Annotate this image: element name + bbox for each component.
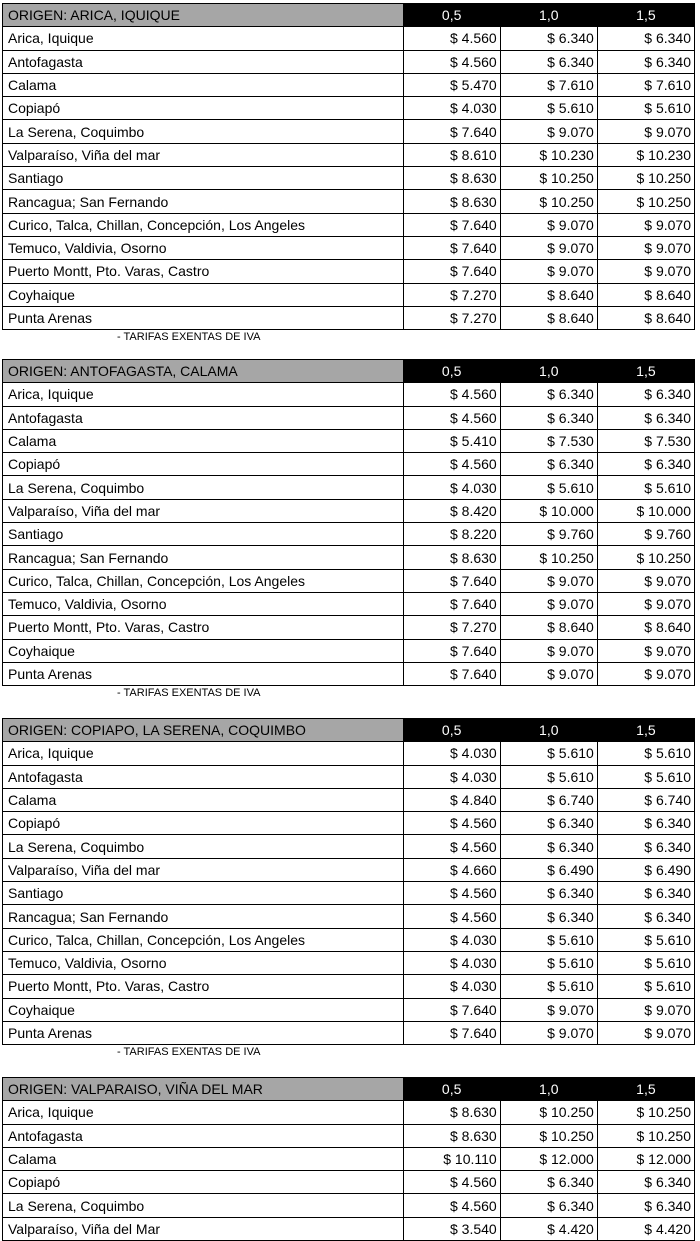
weight-header: 1,5: [597, 360, 694, 383]
destination-cell: Antofagasta: [3, 1124, 404, 1147]
weight-header: 1,0: [500, 4, 597, 27]
weight-header: 1,0: [500, 1078, 597, 1101]
destination-cell: Copiapó: [3, 1171, 404, 1194]
price-cell: $ 4.560: [403, 50, 500, 73]
price-cell: $ 7.640: [403, 213, 500, 236]
price-cell: $ 7.270: [403, 283, 500, 306]
price-cell: $ 5.610: [597, 928, 694, 951]
destination-cell: Rancagua; San Fernando: [3, 546, 404, 569]
table-row: [3, 569, 695, 592]
destination-cell: La Serena, Coquimbo: [3, 476, 404, 499]
tax-exempt-note: - TARIFAS EXENTAS DE IVA: [117, 687, 261, 700]
table-row: [3, 882, 695, 905]
table-header-row: [3, 719, 695, 742]
table-row: [3, 260, 695, 283]
destination-cell: Copiapó: [3, 453, 404, 476]
weight-header: 1,0: [500, 360, 597, 383]
destination-cell: Punta Arenas: [3, 662, 404, 685]
table-row: [3, 27, 695, 50]
price-cell: $ 6.340: [500, 1171, 597, 1194]
destination-cell: La Serena, Coquimbo: [3, 1194, 404, 1217]
destination-cell: Temuco, Valdivia, Osorno: [3, 951, 404, 974]
price-cell: $ 10.250: [500, 1101, 597, 1124]
table-row: [3, 429, 695, 452]
price-cell: $ 9.070: [500, 260, 597, 283]
table-row: [3, 592, 695, 615]
table-row: [3, 858, 695, 881]
price-cell: $ 4.560: [403, 453, 500, 476]
price-cell: $ 5.610: [500, 765, 597, 788]
price-cell: $ 4.560: [403, 383, 500, 406]
table-row: [3, 765, 695, 788]
destination-cell: Temuco, Valdivia, Osorno: [3, 236, 404, 259]
price-cell: $ 7.640: [403, 662, 500, 685]
price-cell: $ 9.070: [597, 569, 694, 592]
table-row: [3, 383, 695, 406]
price-cell: $ 10.000: [500, 499, 597, 522]
price-cell: $ 8.610: [403, 143, 500, 166]
price-cell: $ 8.630: [403, 1101, 500, 1124]
price-cell: $ 6.740: [500, 788, 597, 811]
price-cell: $ 8.640: [500, 616, 597, 639]
price-cell: $ 4.420: [597, 1217, 694, 1240]
table-row: [3, 1101, 695, 1124]
price-cell: $ 5.410: [403, 429, 500, 452]
price-cell: $ 6.340: [597, 882, 694, 905]
price-cell: $ 4.560: [403, 1194, 500, 1217]
price-cell: $ 6.340: [597, 383, 694, 406]
table-row: [3, 213, 695, 236]
price-cell: $ 6.740: [597, 788, 694, 811]
price-cell: $ 6.340: [597, 27, 694, 50]
price-cell: $ 7.530: [597, 429, 694, 452]
price-cell: $ 8.630: [403, 190, 500, 213]
table-row: [3, 97, 695, 120]
price-cell: $ 4.660: [403, 858, 500, 881]
price-cell: $ 7.610: [500, 73, 597, 96]
table-row: [3, 476, 695, 499]
table-row: [3, 639, 695, 662]
price-cell: $ 7.610: [597, 73, 694, 96]
price-cell: $ 9.070: [500, 569, 597, 592]
price-cell: $ 6.340: [597, 835, 694, 858]
table-row: [3, 499, 695, 522]
destination-cell: La Serena, Coquimbo: [3, 835, 404, 858]
price-cell: $ 10.250: [597, 1101, 694, 1124]
price-cell: $ 4.030: [403, 97, 500, 120]
price-cell: $ 9.070: [597, 120, 694, 143]
price-cell: $ 6.340: [597, 812, 694, 835]
destination-cell: Coyhaique: [3, 283, 404, 306]
tariff-table: [2, 1077, 695, 1241]
price-cell: $ 4.560: [403, 406, 500, 429]
destination-cell: Valparaíso, Viña del Mar: [3, 1217, 404, 1240]
destination-cell: Temuco, Valdivia, Osorno: [3, 592, 404, 615]
table-row: [3, 190, 695, 213]
price-cell: $ 6.490: [597, 858, 694, 881]
table-row: [3, 50, 695, 73]
price-cell: $ 7.640: [403, 998, 500, 1021]
price-cell: $ 6.340: [500, 27, 597, 50]
destination-cell: Punta Arenas: [3, 1021, 404, 1044]
price-cell: $ 7.270: [403, 306, 500, 329]
price-cell: $ 7.640: [403, 236, 500, 259]
price-cell: $ 8.220: [403, 523, 500, 546]
table-row: [3, 1171, 695, 1194]
table-row: [3, 120, 695, 143]
price-cell: $ 5.610: [597, 765, 694, 788]
table-row: [3, 835, 695, 858]
price-cell: $ 7.640: [403, 1021, 500, 1044]
table-row: [3, 662, 695, 685]
destination-cell: Antofagasta: [3, 406, 404, 429]
table-row: [3, 1194, 695, 1217]
origin-title: ORIGEN: VALPARAISO, VIÑA DEL MAR: [3, 1078, 404, 1101]
destination-cell: Calama: [3, 788, 404, 811]
table-row: [3, 951, 695, 974]
price-cell: $ 9.070: [597, 998, 694, 1021]
tariff-table: [2, 718, 695, 1045]
price-cell: $ 7.640: [403, 120, 500, 143]
price-cell: $ 12.000: [597, 1147, 694, 1170]
weight-header: 1,5: [597, 1078, 694, 1101]
price-cell: $ 7.640: [403, 639, 500, 662]
price-cell: $ 8.640: [500, 283, 597, 306]
price-cell: $ 10.250: [597, 546, 694, 569]
tariff-table: [2, 359, 695, 686]
table-row: [3, 1124, 695, 1147]
tax-exempt-note: - TARIFAS EXENTAS DE IVA: [117, 331, 261, 344]
destination-cell: Santiago: [3, 167, 404, 190]
price-cell: $ 6.340: [597, 905, 694, 928]
price-cell: $ 9.760: [597, 523, 694, 546]
price-cell: $ 7.270: [403, 616, 500, 639]
price-cell: $ 8.420: [403, 499, 500, 522]
weight-header: 0,5: [403, 1078, 500, 1101]
destination-cell: Antofagasta: [3, 50, 404, 73]
destination-cell: Santiago: [3, 523, 404, 546]
table-header-row: [3, 360, 695, 383]
price-cell: $ 6.340: [500, 50, 597, 73]
price-cell: $ 6.340: [500, 453, 597, 476]
price-cell: $ 10.250: [500, 190, 597, 213]
origin-title: ORIGEN: ARICA, IQUIQUE: [3, 4, 404, 27]
price-cell: $ 6.340: [597, 1171, 694, 1194]
destination-cell: Valparaíso, Viña del mar: [3, 499, 404, 522]
price-cell: $ 9.070: [500, 1021, 597, 1044]
weight-header: 1,5: [597, 4, 694, 27]
table-row: [3, 546, 695, 569]
price-cell: $ 9.070: [500, 236, 597, 259]
price-cell: $ 3.540: [403, 1217, 500, 1240]
destination-cell: La Serena, Coquimbo: [3, 120, 404, 143]
weight-header: 0,5: [403, 360, 500, 383]
weight-header: 1,5: [597, 719, 694, 742]
price-cell: $ 7.640: [403, 569, 500, 592]
price-cell: $ 5.610: [597, 97, 694, 120]
tariff-table: [2, 3, 695, 330]
price-cell: $ 4.030: [403, 765, 500, 788]
destination-cell: Copiapó: [3, 97, 404, 120]
destination-cell: Calama: [3, 73, 404, 96]
price-cell: $ 4.560: [403, 835, 500, 858]
price-cell: $ 4.420: [500, 1217, 597, 1240]
price-cell: $ 8.640: [597, 306, 694, 329]
destination-cell: Arica, Iquique: [3, 1101, 404, 1124]
table-row: [3, 905, 695, 928]
destination-cell: Curico, Talca, Chillan, Concepción, Los Angeles: [3, 928, 404, 951]
price-cell: $ 10.110: [403, 1147, 500, 1170]
destination-cell: Puerto Montt, Pto. Varas, Castro: [3, 260, 404, 283]
table-row: [3, 1021, 695, 1044]
price-cell: $ 4.560: [403, 1171, 500, 1194]
price-cell: $ 9.070: [597, 639, 694, 662]
origin-section: [2, 718, 695, 1062]
price-cell: $ 9.760: [500, 523, 597, 546]
price-cell: $ 9.070: [597, 213, 694, 236]
table-row: [3, 143, 695, 166]
price-cell: $ 9.070: [597, 592, 694, 615]
price-cell: $ 12.000: [500, 1147, 597, 1170]
table-row: [3, 742, 695, 765]
price-cell: $ 9.070: [597, 662, 694, 685]
price-cell: $ 4.840: [403, 788, 500, 811]
table-row: [3, 406, 695, 429]
table-row: [3, 975, 695, 998]
destination-cell: Punta Arenas: [3, 306, 404, 329]
price-cell: $ 7.530: [500, 429, 597, 452]
price-cell: $ 8.630: [403, 167, 500, 190]
table-row: [3, 788, 695, 811]
price-cell: $ 5.610: [597, 742, 694, 765]
price-cell: $ 5.610: [500, 951, 597, 974]
price-cell: $ 7.640: [403, 260, 500, 283]
price-cell: $ 10.230: [500, 143, 597, 166]
price-cell: $ 6.340: [500, 905, 597, 928]
destination-cell: Puerto Montt, Pto. Varas, Castro: [3, 616, 404, 639]
weight-header: 1,0: [500, 719, 597, 742]
price-cell: $ 6.490: [500, 858, 597, 881]
price-cell: $ 5.610: [500, 975, 597, 998]
price-cell: $ 4.030: [403, 928, 500, 951]
destination-cell: Valparaíso, Viña del mar: [3, 858, 404, 881]
price-cell: $ 4.560: [403, 812, 500, 835]
price-cell: $ 5.610: [597, 951, 694, 974]
table-header-row: [3, 4, 695, 27]
price-cell: $ 10.000: [597, 499, 694, 522]
table-row: [3, 1217, 695, 1240]
table-row: [3, 523, 695, 546]
price-cell: $ 6.340: [500, 812, 597, 835]
table-row: [3, 73, 695, 96]
price-cell: $ 8.630: [403, 546, 500, 569]
tax-exempt-note: - TARIFAS EXENTAS DE IVA: [117, 1046, 261, 1059]
table-row: [3, 616, 695, 639]
destination-cell: Arica, Iquique: [3, 742, 404, 765]
price-cell: $ 9.070: [500, 213, 597, 236]
price-cell: $ 5.610: [500, 928, 597, 951]
price-cell: $ 6.340: [500, 406, 597, 429]
price-cell: $ 6.340: [500, 882, 597, 905]
price-cell: $ 10.250: [597, 1124, 694, 1147]
price-cell: $ 4.030: [403, 951, 500, 974]
price-cell: $ 8.640: [597, 283, 694, 306]
price-cell: $ 4.030: [403, 975, 500, 998]
destination-cell: Calama: [3, 429, 404, 452]
price-cell: $ 6.340: [500, 835, 597, 858]
destination-cell: Rancagua; San Fernando: [3, 905, 404, 928]
destination-cell: Curico, Talca, Chillan, Concepción, Los Angeles: [3, 213, 404, 236]
table-row: [3, 928, 695, 951]
table-row: [3, 1147, 695, 1170]
destination-cell: Curico, Talca, Chillan, Concepción, Los Angeles: [3, 569, 404, 592]
price-cell: $ 6.340: [500, 383, 597, 406]
price-cell: $ 5.610: [500, 97, 597, 120]
destination-cell: Arica, Iquique: [3, 383, 404, 406]
price-cell: $ 10.250: [597, 167, 694, 190]
price-cell: $ 6.340: [597, 406, 694, 429]
price-cell: $ 10.250: [500, 167, 597, 190]
weight-header: 0,5: [403, 4, 500, 27]
price-cell: $ 7.640: [403, 592, 500, 615]
price-cell: $ 9.070: [500, 120, 597, 143]
origin-title: ORIGEN: COPIAPO, LA SERENA, COQUIMBO: [3, 719, 404, 742]
price-cell: $ 6.340: [597, 1194, 694, 1217]
table-row: [3, 236, 695, 259]
price-cell: $ 6.340: [597, 50, 694, 73]
table-row: [3, 167, 695, 190]
price-cell: $ 8.640: [500, 306, 597, 329]
price-cell: $ 9.070: [597, 260, 694, 283]
price-cell: $ 10.250: [500, 546, 597, 569]
price-cell: $ 9.070: [500, 592, 597, 615]
price-cell: $ 5.610: [597, 975, 694, 998]
origin-section: [2, 3, 695, 347]
price-cell: $ 10.250: [597, 190, 694, 213]
destination-cell: Puerto Montt, Pto. Varas, Castro: [3, 975, 404, 998]
table-row: [3, 306, 695, 329]
destination-cell: Coyhaique: [3, 639, 404, 662]
price-cell: $ 8.640: [597, 616, 694, 639]
price-cell: $ 4.560: [403, 905, 500, 928]
destination-cell: Rancagua; San Fernando: [3, 190, 404, 213]
price-cell: $ 4.030: [403, 742, 500, 765]
table-row: [3, 812, 695, 835]
price-cell: $ 9.070: [500, 639, 597, 662]
destination-cell: Coyhaique: [3, 998, 404, 1021]
price-cell: $ 5.610: [500, 742, 597, 765]
table-row: [3, 453, 695, 476]
price-cell: $ 5.470: [403, 73, 500, 96]
price-cell: $ 6.340: [597, 453, 694, 476]
destination-cell: Valparaíso, Viña del mar: [3, 143, 404, 166]
origin-section: [2, 359, 695, 703]
price-cell: $ 8.630: [403, 1124, 500, 1147]
price-cell: $ 9.070: [597, 236, 694, 259]
price-cell: $ 5.610: [500, 476, 597, 499]
price-cell: $ 10.230: [597, 143, 694, 166]
price-cell: $ 4.030: [403, 476, 500, 499]
price-cell: $ 9.070: [500, 662, 597, 685]
destination-cell: Santiago: [3, 882, 404, 905]
weight-header: 0,5: [403, 719, 500, 742]
price-cell: $ 9.070: [500, 998, 597, 1021]
table-row: [3, 283, 695, 306]
table-header-row: [3, 1078, 695, 1101]
destination-cell: Arica, Iquique: [3, 27, 404, 50]
price-cell: $ 4.560: [403, 882, 500, 905]
destination-cell: Copiapó: [3, 812, 404, 835]
destination-cell: Calama: [3, 1147, 404, 1170]
destination-cell: Antofagasta: [3, 765, 404, 788]
price-cell: $ 4.560: [403, 27, 500, 50]
origin-title: ORIGEN: ANTOFAGASTA, CALAMA: [3, 360, 404, 383]
origin-section: [2, 1077, 695, 1241]
price-cell: $ 5.610: [597, 476, 694, 499]
price-cell: $ 6.340: [500, 1194, 597, 1217]
price-cell: $ 9.070: [597, 1021, 694, 1044]
price-cell: $ 10.250: [500, 1124, 597, 1147]
table-row: [3, 998, 695, 1021]
